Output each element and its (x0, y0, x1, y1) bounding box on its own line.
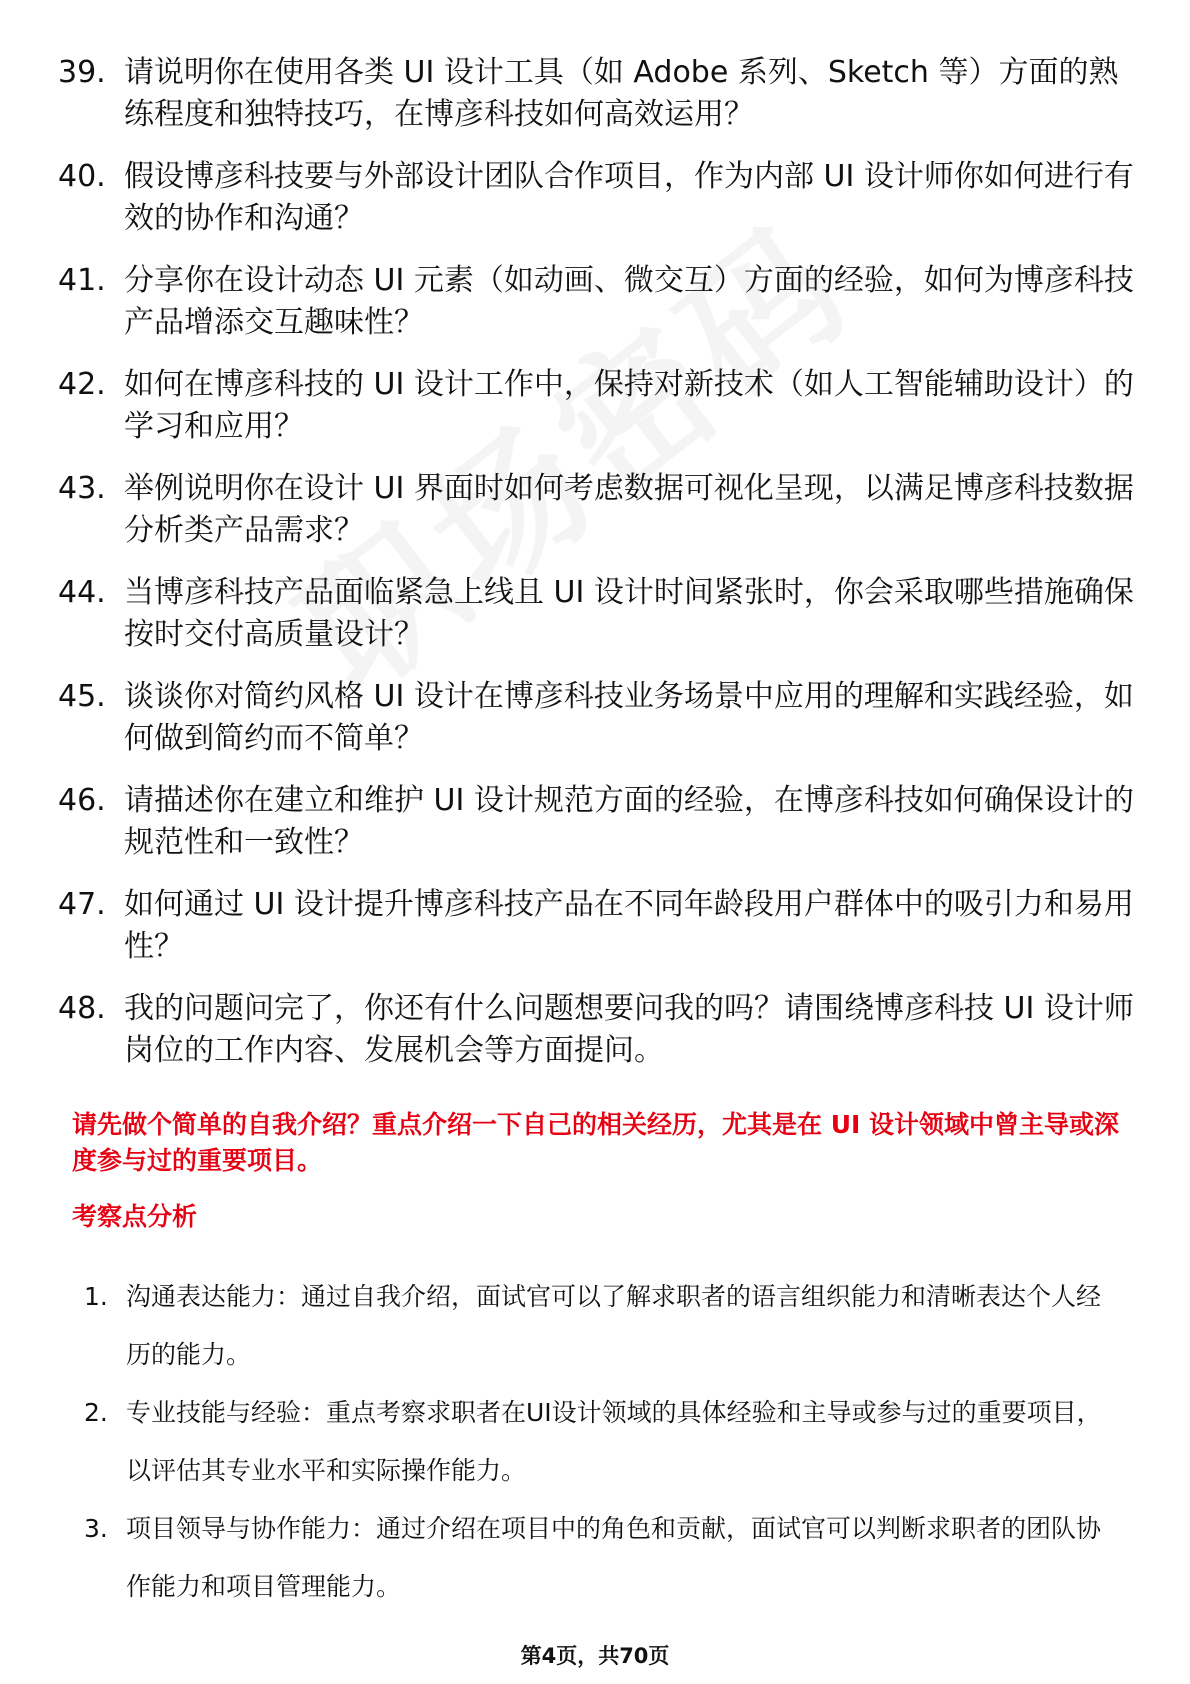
analysis-item (84, 1500, 1124, 1616)
question-text: 请说明你在使用各类 UI 设计工具（如 Adobe 系列、Sketch 等）方面的熟练程度和独特技巧，在博彦科技如何高效运用？ (124, 55, 1119, 132)
question-item (58, 780, 1138, 864)
question-text: 请描述你在建立和维护 UI 设计规范方面的经验，在博彦科技如何确保设计的规范性和一致性？ (124, 783, 1134, 860)
analysis-text: 项目领导与协作能力：通过介绍在项目中的角色和贡献，面试官可以判断求职者的团队协作能力和项目管理能力。 (126, 1514, 1102, 1601)
question-item (58, 572, 1138, 656)
question-item (58, 260, 1138, 344)
question-number: 42. (58, 367, 106, 402)
analysis-item (84, 1268, 1124, 1384)
question-item (58, 884, 1138, 968)
question-item (58, 52, 1138, 136)
analysis-number: 3. (84, 1514, 108, 1543)
question-number: 39. (58, 55, 106, 90)
question-number: 43. (58, 471, 106, 506)
question-number: 47. (58, 887, 106, 922)
question-number: 44. (58, 575, 106, 610)
question-item (58, 676, 1138, 760)
question-text: 举例说明你在设计 UI 界面时如何考虑数据可视化呈现，以满足博彦科技数据分析类产品需求？ (124, 471, 1134, 548)
question-item (58, 156, 1138, 240)
question-text: 如何通过 UI 设计提升博彦科技产品在不同年龄段用户群体中的吸引力和易用性？ (124, 887, 1134, 964)
question-text: 我的问题问完了，你还有什么问题想要问我的吗？请围绕博彦科技 UI 设计师岗位的工作内容、发展机会等方面提问。 (124, 991, 1134, 1068)
analysis-number: 1. (84, 1282, 108, 1311)
question-number: 40. (58, 159, 106, 194)
highlight-question: 请先做个简单的自我介绍？重点介绍一下自己的相关经历，尤其是在 UI 设计领域中曾主导或深度参与过的重要项目。 (72, 1110, 1120, 1175)
page-footer: 第4页，共70页 (520, 1644, 670, 1668)
analysis-list (84, 1268, 1124, 1616)
question-text: 假设博彦科技要与外部设计团队合作项目，作为内部 UI 设计师你如何进行有效的协作和沟通？ (124, 159, 1134, 236)
question-item (58, 988, 1138, 1072)
question-number: 41. (58, 263, 106, 298)
question-text: 当博彦科技产品面临紧急上线且 UI 设计时间紧张时，你会采取哪些措施确保按时交付高质量设计？ (124, 575, 1134, 652)
analysis-item (84, 1384, 1124, 1500)
question-list (58, 52, 1138, 1092)
question-number: 48. (58, 991, 106, 1026)
question-text: 谈谈你对简约风格 UI 设计在博彦科技业务场景中应用的理解和实践经验，如何做到简约而不简单？ (124, 679, 1134, 756)
question-number: 46. (58, 783, 106, 818)
analysis-text: 专业技能与经验：重点考察求职者在UI设计领域的具体经验和主导或参与过的重要项目，以评估其专业水平和实际操作能力。 (126, 1398, 1102, 1485)
analysis-number: 2. (84, 1398, 108, 1427)
question-item (58, 468, 1138, 552)
analysis-text: 沟通表达能力：通过自我介绍，面试官可以了解求职者的语言组织能力和清晰表达个人经历的能力。 (126, 1282, 1102, 1369)
question-text: 分享你在设计动态 UI 元素（如动画、微交互）方面的经验，如何为博彦科技产品增添交互趣味性？ (124, 263, 1134, 340)
question-text: 如何在博彦科技的 UI 设计工作中，保持对新技术（如人工智能辅助设计）的学习和应用？ (124, 367, 1134, 444)
section-title: 考察点分析 (72, 1202, 198, 1231)
question-number: 45. (58, 679, 106, 714)
question-item (58, 364, 1138, 448)
